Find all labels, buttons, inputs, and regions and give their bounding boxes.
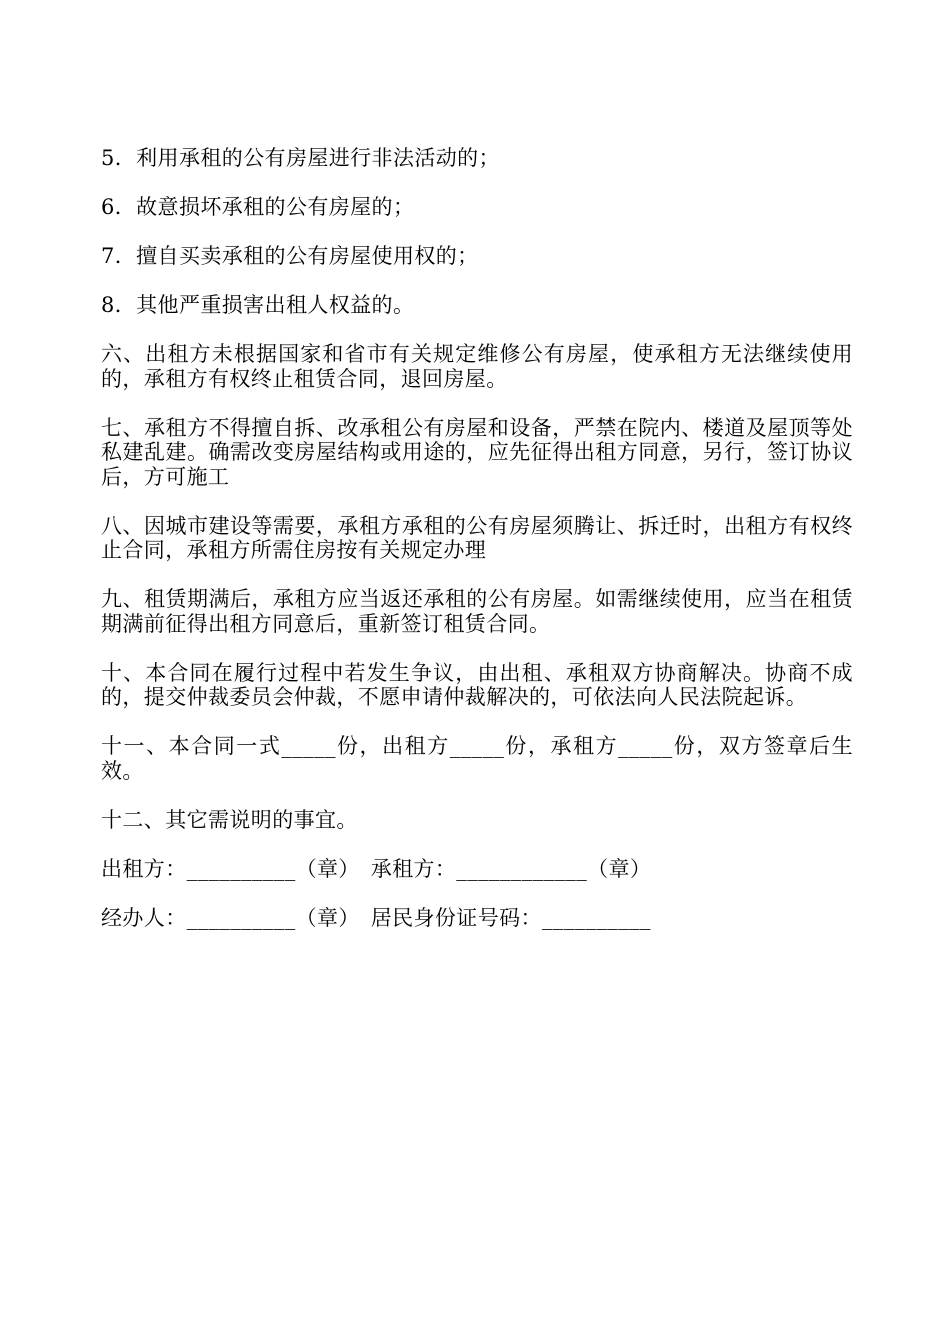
clause-6-damage-house: 6．故意损坏承租的公有房屋的； — [101, 195, 415, 219]
article-8-demolition: 八、因城市建设等需要，承租方承租的公有房屋须腾让、拆迁时，出租方有权终止合同，承租方所需住房按有关规定办理 — [101, 513, 853, 562]
clause-5-illegal-activity: 5．利用承租的公有房屋进行非法活动的； — [101, 146, 500, 170]
clause-7-sell-use-right: 7．擅自买卖承租的公有房屋使用权的； — [101, 244, 479, 268]
article-7-alteration: 七、承租方不得擅自拆、改承租公有房屋和设备，严禁在院内、楼道及屋顶等处私建乱建。确需改变房屋结构或用途的，应先征得出租方同意，另行，签订协议后，方可施工 — [101, 415, 853, 489]
clause-8-other-harm: 8．其他严重损害出租人权益的。 — [101, 293, 415, 317]
article-6-repair: 六、出租方未根据国家和省市有关规定维修公有房屋，使承租方无法继续使用的，承租方有权终止租赁合同，退回房屋。 — [101, 342, 853, 391]
signature-line-agent: 经办人：__________（章） 居民身份证号码：__________ — [101, 905, 651, 930]
document-body — [101, 146, 853, 955]
article-9-lease-expiry: 九、租赁期满后，承租方应当返还承租的公有房屋。如需继续使用，应当在租赁期满前征得出租方同意后，重新签订租赁合同。 — [101, 587, 853, 636]
article-10-disputes: 十、本合同在履行过程中若发生争议，由出租、承租双方协商解决。协商不成的，提交仲裁委员会仲裁，不愿申请仲裁解决的，可依法向人民法院起诉。 — [101, 660, 853, 709]
article-12-other-matters: 十二、其它需说明的事宜。 — [101, 807, 358, 832]
signature-line-parties: 出租方：__________（章） 承租方：____________（章） — [101, 856, 652, 881]
article-11-copies: 十一、本合同一式_____份，出租方_____份，承租方_____份，双方签章后生效。 — [101, 734, 853, 783]
